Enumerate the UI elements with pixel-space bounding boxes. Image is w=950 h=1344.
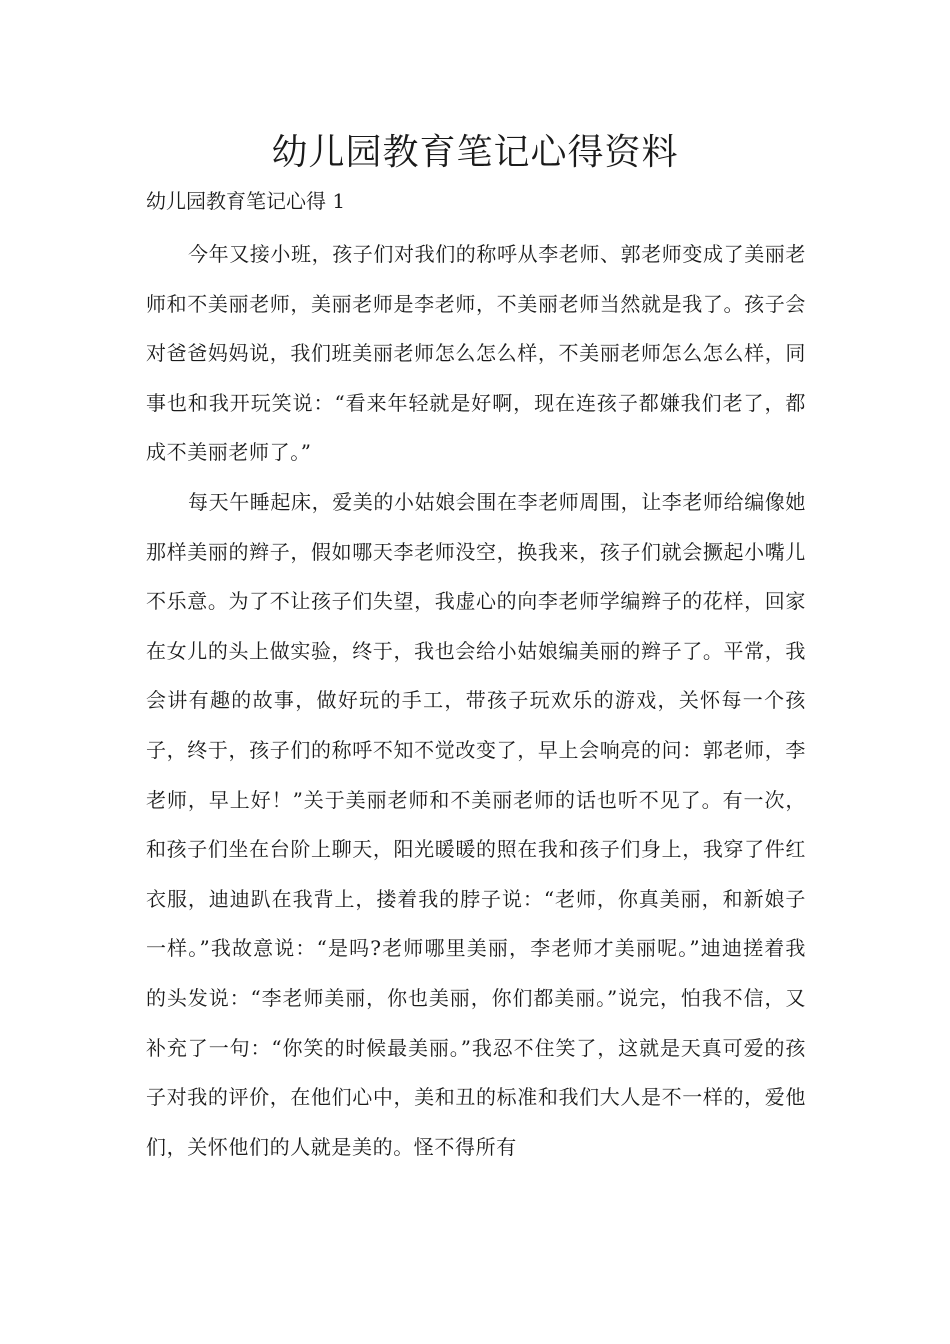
paragraph: 今年又接小班，孩子们对我们的称呼从李老师、郭老师变成了美丽老师和不美丽老师，美丽老师是李老师，不美丽老师当然就是我了。孩子会对爸爸妈妈说，我们班美丽老师怎么怎么样，不美丽老师怎么怎么样，同事也和我开玩笑说：“看来年轻就是好啊，现在连孩子都嫌我们老了，都成不美丽老师了。” bbox=[146, 242, 806, 465]
paragraph: 每天午睡起床，爱美的小姑娘会围在李老师周围，让李老师给编像她那样美丽的辫子，假如哪天李老师没空，换我来，孩子们就会撅起小嘴儿不乐意。为了不让孩子们失望，我虚心的向李老师学编辫子的花样，回家在女儿的头上做实验，终于，我也会给小姑娘编美丽的辫子了。平常，我会讲有趣的故事，做好玩的手工，带孩子玩欢乐的游戏，关怀每一个孩子，终于，孩子们的称呼不知不觉改变了，早上会响亮的问：郭老师，李老师，早上好！”关于美丽老师和不美丽老师的话也听不见了。有一次，和孩子们坐在台阶上聊天，阳光暖暖的照在我和孩子们身上，我穿了件红衣服，迪迪趴在我背上，搂着我的脖子说：“老师，你真美丽，和新娘子一样。”我故意说：“是吗?老师哪里美丽，李老师才美丽呢。”迪迪搓着我的头发说：“李老师美丽，你也美丽，你们都美丽。”说完，怕我不信，又补充了一句：“你笑的时候最美丽。”我忍不住笑了，这就是天真可爱的孩子对我的评价，在他们心中，美和丑的标准和我们大人是不一样的，爱他们，关怀他们的人就是美的。怪不得所有 bbox=[146, 489, 806, 1159]
section-heading: 幼儿园教育笔记心得 1 bbox=[146, 189, 346, 213]
document-body bbox=[146, 230, 806, 1172]
document-title: 幼儿园教育笔记心得资料 bbox=[271, 132, 679, 173]
